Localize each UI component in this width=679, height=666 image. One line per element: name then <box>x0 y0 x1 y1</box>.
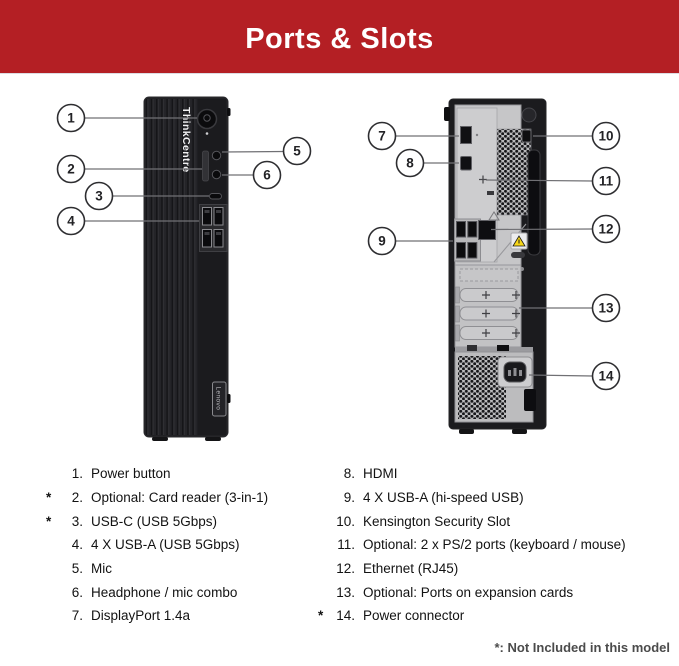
callout-13 <box>593 295 620 322</box>
legend-number: 12. <box>336 561 355 577</box>
legend-item-14 <box>318 604 626 628</box>
callout-9 <box>369 228 396 255</box>
callout-2 <box>58 156 85 183</box>
label-mark <box>487 191 494 195</box>
legend-item-10 <box>318 509 626 533</box>
legend-text: 4 X USB-A (USB 5Gbps) <box>91 537 240 553</box>
legend-text: 4 X USB-A (hi-speed USB) <box>363 490 524 506</box>
legend-text: Optional: Ports on expansion cards <box>363 584 574 600</box>
callout-14-label: 14 <box>598 368 614 384</box>
warning-sticker <box>511 233 527 249</box>
callout-3 <box>86 183 113 210</box>
mic-jack <box>212 151 220 159</box>
legend-item-9 <box>318 486 626 510</box>
legend-item-6 <box>46 580 268 604</box>
svg-text:Lenovo: Lenovo <box>214 386 222 411</box>
page-title: Ports & Slots <box>245 23 434 55</box>
legend-text: Optional: Card reader (3-in-1) <box>91 490 269 506</box>
callout-line-12 <box>491 229 593 230</box>
psu-divider <box>455 347 533 352</box>
callout-13-label: 13 <box>598 300 614 316</box>
callout-14 <box>593 363 620 390</box>
legend-text: DisplayPort 1.4a <box>91 608 191 624</box>
callout-line-5 <box>222 152 284 153</box>
callout-10 <box>593 123 620 150</box>
footnote: *: Not Included in this model <box>494 640 670 655</box>
legend-text: Optional: 2 x PS/2 ports (keyboard / mouse) <box>363 537 626 553</box>
callout-4 <box>58 208 85 235</box>
legend-item-4 <box>46 533 268 557</box>
callout-1 <box>58 105 85 132</box>
legend-number: 5. <box>71 561 83 577</box>
header-banner <box>0 0 679 73</box>
cable-slot <box>511 252 525 258</box>
star-mark: * <box>46 490 52 506</box>
legend-number: 7. <box>71 608 83 624</box>
callout-3-label: 3 <box>95 188 103 204</box>
expansion-slots <box>455 265 521 347</box>
legend-item-2 <box>46 486 268 510</box>
legend-item-11 <box>318 533 626 557</box>
power-led <box>206 132 209 135</box>
rear-side-tab <box>444 107 450 121</box>
star-mark: * <box>318 608 324 624</box>
rear-foot-left <box>459 429 474 434</box>
callout-12 <box>593 216 620 243</box>
callout-5 <box>284 138 311 165</box>
legend-item-8 <box>318 462 626 486</box>
callout-7-label: 7 <box>378 128 386 144</box>
card-reader-slot <box>203 151 209 181</box>
legend-column-left <box>46 462 268 628</box>
callout-11 <box>593 168 620 195</box>
front-bottom-nub <box>227 394 231 403</box>
front-foot-right <box>205 437 221 441</box>
legend-number: 2. <box>71 490 83 506</box>
front-view <box>144 97 231 441</box>
divider-clip-right <box>497 345 509 351</box>
callout-6-label: 6 <box>263 167 271 183</box>
thumbscrew <box>522 108 536 122</box>
legend-number: 13. <box>336 584 355 600</box>
dp-screw <box>476 134 478 136</box>
front-usb-ports <box>200 205 228 252</box>
legend-text: USB-C (USB 5Gbps) <box>91 513 218 529</box>
callout-7 <box>369 123 396 150</box>
callout-8 <box>397 150 424 177</box>
legend-text: Power button <box>91 466 171 482</box>
rear-view <box>444 99 546 434</box>
power-button <box>198 110 217 129</box>
divider-clip-left <box>467 345 477 351</box>
legend-item-3 <box>46 509 268 533</box>
headphone-jack <box>212 170 220 178</box>
legend-number: 9. <box>343 490 355 506</box>
callout-1-label: 1 <box>67 110 75 126</box>
legend-number: 8. <box>343 466 355 482</box>
rear-handle-groove <box>528 150 540 255</box>
legend-text: HDMI <box>363 466 398 482</box>
legend-number: 6. <box>71 584 83 600</box>
star-mark: * <box>46 513 52 529</box>
legend-text: Ethernet (RJ45) <box>363 561 459 577</box>
legend-number: 4. <box>71 537 83 553</box>
displayport <box>461 127 472 144</box>
callout-2-label: 2 <box>67 161 75 177</box>
legend-number: 11. <box>337 537 355 553</box>
legend-item-12 <box>318 557 626 581</box>
psu-area <box>455 352 536 422</box>
callout-6 <box>254 162 281 189</box>
callout-8-label: 8 <box>406 155 414 171</box>
callout-5-label: 5 <box>293 143 301 159</box>
front-ridge-texture <box>146 99 202 435</box>
usb-c-port <box>210 194 222 200</box>
front-top-nub <box>227 108 231 116</box>
callout-10-label: 10 <box>598 128 614 144</box>
hdmi-port <box>461 157 472 171</box>
legend-number: 10. <box>336 513 355 529</box>
cord-clip <box>524 389 536 411</box>
front-foot-left <box>152 437 168 441</box>
rear-usb-ports <box>455 219 481 261</box>
callout-12-label: 12 <box>598 221 614 237</box>
legend-text: Headphone / mic combo <box>91 584 238 600</box>
legend-number: 1. <box>71 466 83 482</box>
legend-item-13 <box>318 580 626 604</box>
thinkcentre-logo: ThinkCentre <box>180 107 192 173</box>
legend-number: 3. <box>71 513 83 529</box>
callout-9-label: 9 <box>378 233 386 249</box>
callout-11-label: 11 <box>598 173 614 189</box>
kensington-slot <box>522 130 531 142</box>
rear-foot-right <box>512 429 527 434</box>
lenovo-badge <box>213 382 227 416</box>
legend-item-7 <box>46 604 268 628</box>
legend-item-1 <box>46 462 268 486</box>
legend-text: Kensington Security Slot <box>363 513 511 529</box>
legend-text: Power connector <box>363 608 465 624</box>
legend-item-5 <box>46 557 268 581</box>
callout-4-label: 4 <box>67 213 75 229</box>
legend-number: 14. <box>336 608 355 624</box>
legend-column-right <box>318 462 626 628</box>
legend-text: Mic <box>91 561 112 577</box>
